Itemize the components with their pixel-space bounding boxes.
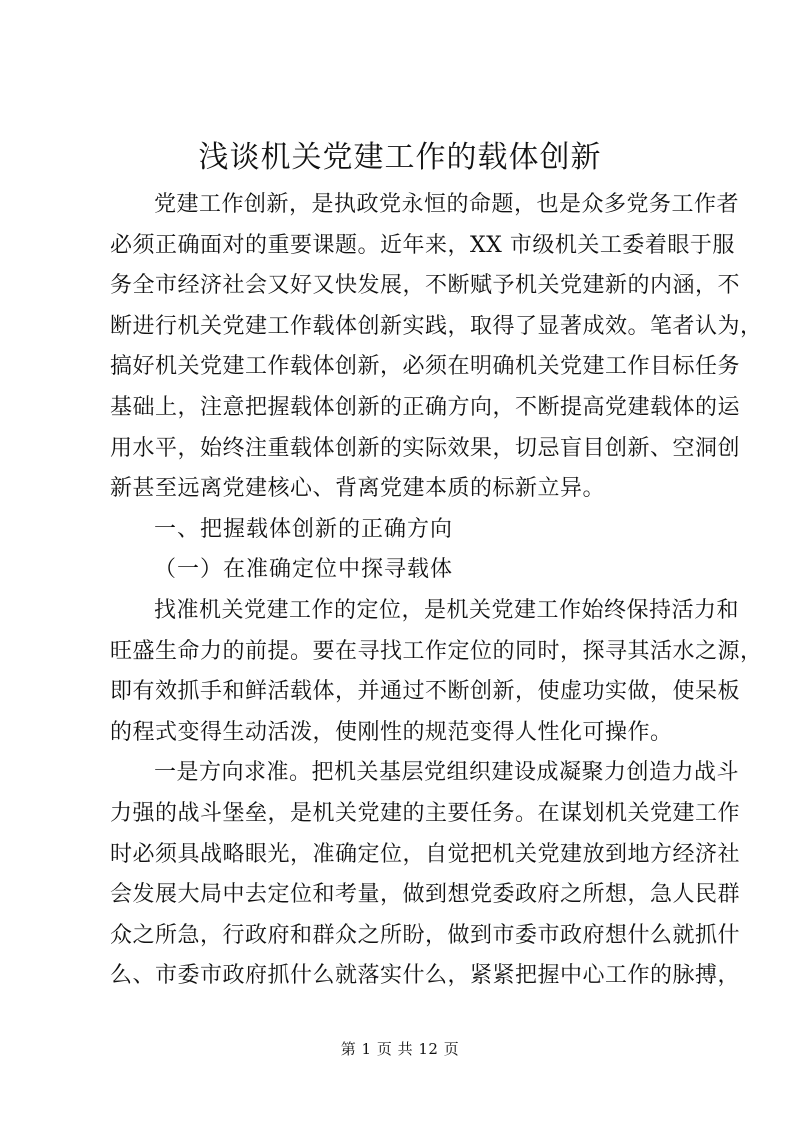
- body-paragraph: [110, 753, 741, 997]
- section-heading-text: 一、把握载体创新的正确方向: [154, 516, 454, 542]
- paragraph-line: 基础上，注意把握载体创新的正确方向，不断提高党建载体的运: [110, 394, 741, 420]
- paragraph-line: 即有效抓手和鲜活载体，并通过不断创新，使虚功实做，使呆板: [110, 679, 741, 705]
- page-footer: 第 1 页 共 12 页: [340, 1040, 460, 1058]
- body-paragraph: [110, 185, 763, 510]
- paragraph-line: 必须正确面对的重要课题。近年来，XX 市级机关工委着眼于服: [110, 232, 735, 258]
- paragraph-line: 用水平，始终注重载体创新的实际效果，切忌盲目创新、空洞创: [110, 435, 741, 461]
- paragraph-line: 时必须具战略眼光，准确定位，自觉把机关党建放到地方经济社: [110, 841, 741, 867]
- section-heading: [110, 510, 692, 551]
- document-title: 浅谈机关党建工作的载体创新: [198, 140, 602, 175]
- section-heading-text: （一）在准确定位中探寻载体: [154, 557, 454, 583]
- body-paragraph: [110, 591, 763, 753]
- paragraph-line: 力强的战斗堡垒，是机关党建的主要任务。在谋划机关党建工作: [110, 800, 741, 826]
- paragraph-line: 旺盛生命力的前提。要在寻找工作定位的同时，探寻其活水之源，: [110, 638, 763, 664]
- paragraph-line: 找准机关党建工作的定位，是机关党建工作始终保持活力和: [154, 597, 740, 623]
- document-body: [110, 185, 763, 997]
- paragraph-line: 的程式变得生动活泼，使刚性的规范变得人性化可操作。: [110, 719, 673, 745]
- paragraph-line: 断进行机关党建工作载体创新实践，取得了显著成效。笔者认为，: [110, 313, 763, 339]
- paragraph-line: 会发展大局中去定位和考量，做到想党委政府之所想，急人民群: [110, 882, 741, 908]
- paragraph-line: 众之所急，行政府和群众之所盼，做到市委市政府想什么就抓什: [110, 922, 741, 948]
- paragraph-line: 新甚至远离党建核心、背离党建本质的标新立异。: [110, 476, 606, 502]
- paragraph-line: 务全市经济社会又好又快发展，不断赋予机关党建新的内涵，不: [110, 273, 741, 299]
- paragraph-line: 搞好机关党建工作载体创新，必须在明确机关党建工作目标任务: [110, 354, 741, 380]
- section-heading: [110, 550, 692, 591]
- paragraph-line: 党建工作创新，是执政党永恒的命题，也是众多党务工作者: [154, 192, 740, 217]
- paragraph-line: 么、市委市政府抓什么就落实什么，紧紧把握中心工作的脉搏，: [110, 963, 741, 989]
- paragraph-line: 一是方向求准。把机关基层党组织建设成凝聚力创造力战斗: [154, 760, 740, 786]
